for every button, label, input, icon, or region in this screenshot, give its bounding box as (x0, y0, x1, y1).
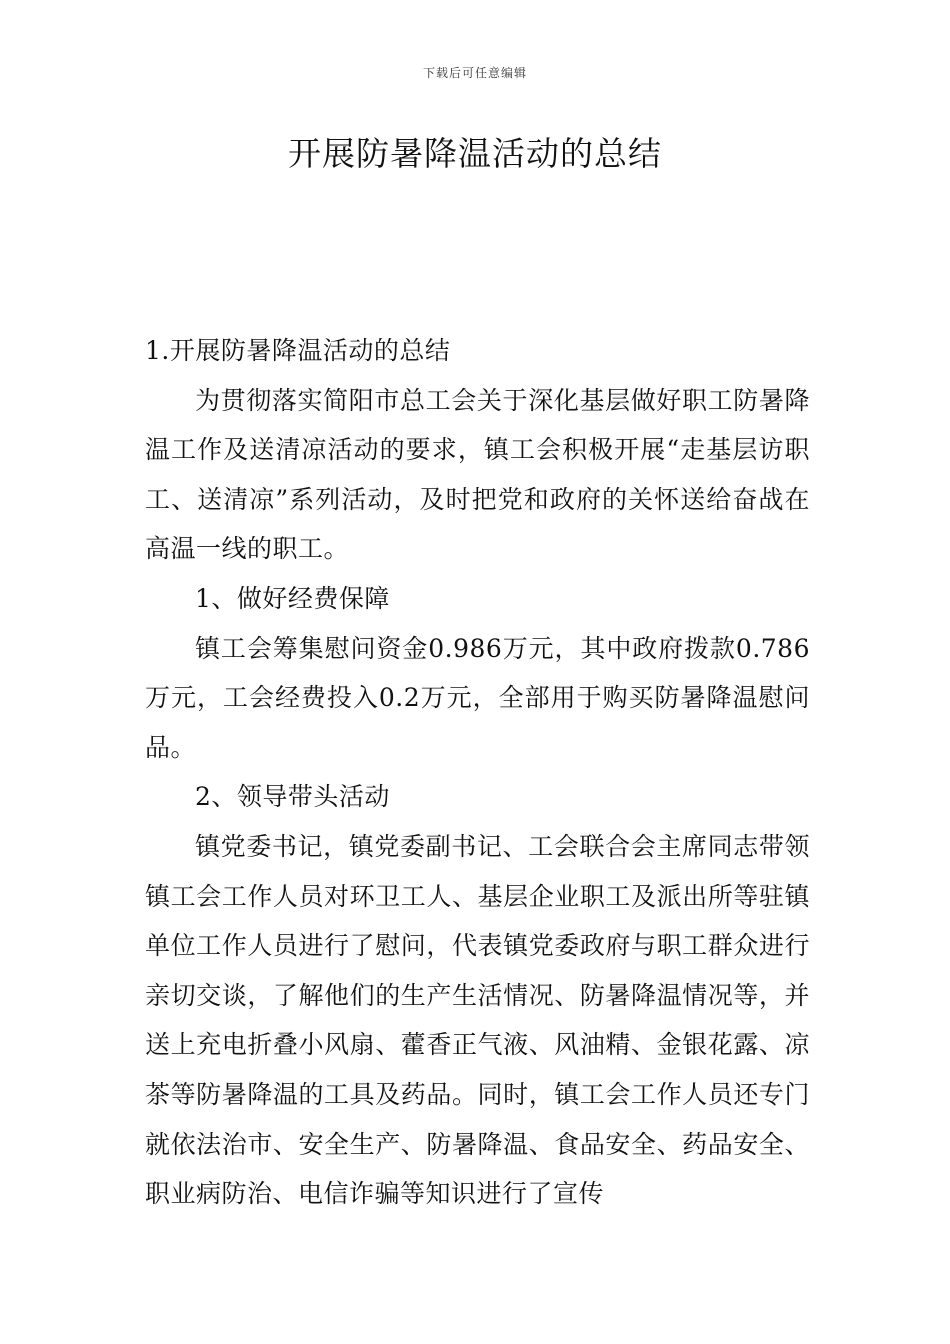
document-title: 开展防暑降温活动的总结 (288, 134, 662, 173)
header-note: 下载后可任意编辑 (422, 66, 527, 80)
paragraph: 为贯彻落实简阳市总工会关于深化基层做好职工防暑降温工作及送清凉活动的要求，镇工会积极开展“走基层访职工、送清凉”系列活动，及时把党和政府的关怀送给奋战在高温一线的职工。 (145, 385, 810, 564)
document-body (145, 326, 810, 1219)
section-heading: 1.开展防暑降温活动的总结 (145, 336, 451, 365)
subheading: 2、领导带头活动 (195, 782, 390, 812)
paragraph: 镇工会筹集慰问资金0.986万元，其中政府拨款0.786万元，工会经费投入0.2万元，全部用于购买防暑降温慰问品。 (145, 633, 810, 762)
subheading: 1、做好经费保障 (195, 583, 390, 613)
paragraph: 镇党委书记，镇党委副书记、工会联合会主席同志带领镇工会工作人员对环卫工人、基层企业职工及派出所等驻镇单位工作人员进行了慰问，代表镇党委政府与职工群众进行亲切交谈，了解他们的生产生活情况、防暑降温情况等，并送上充电折叠小风扇、藿香正气液、风油精、金银花露、凉茶等防暑降温的工具及药品。同时，镇工会工作人员还专门就依法治市、安全生产、防暑降温、食品安全、药品安全、职业病防治、电信诈骗等知识进行了宣传 (145, 831, 810, 1209)
